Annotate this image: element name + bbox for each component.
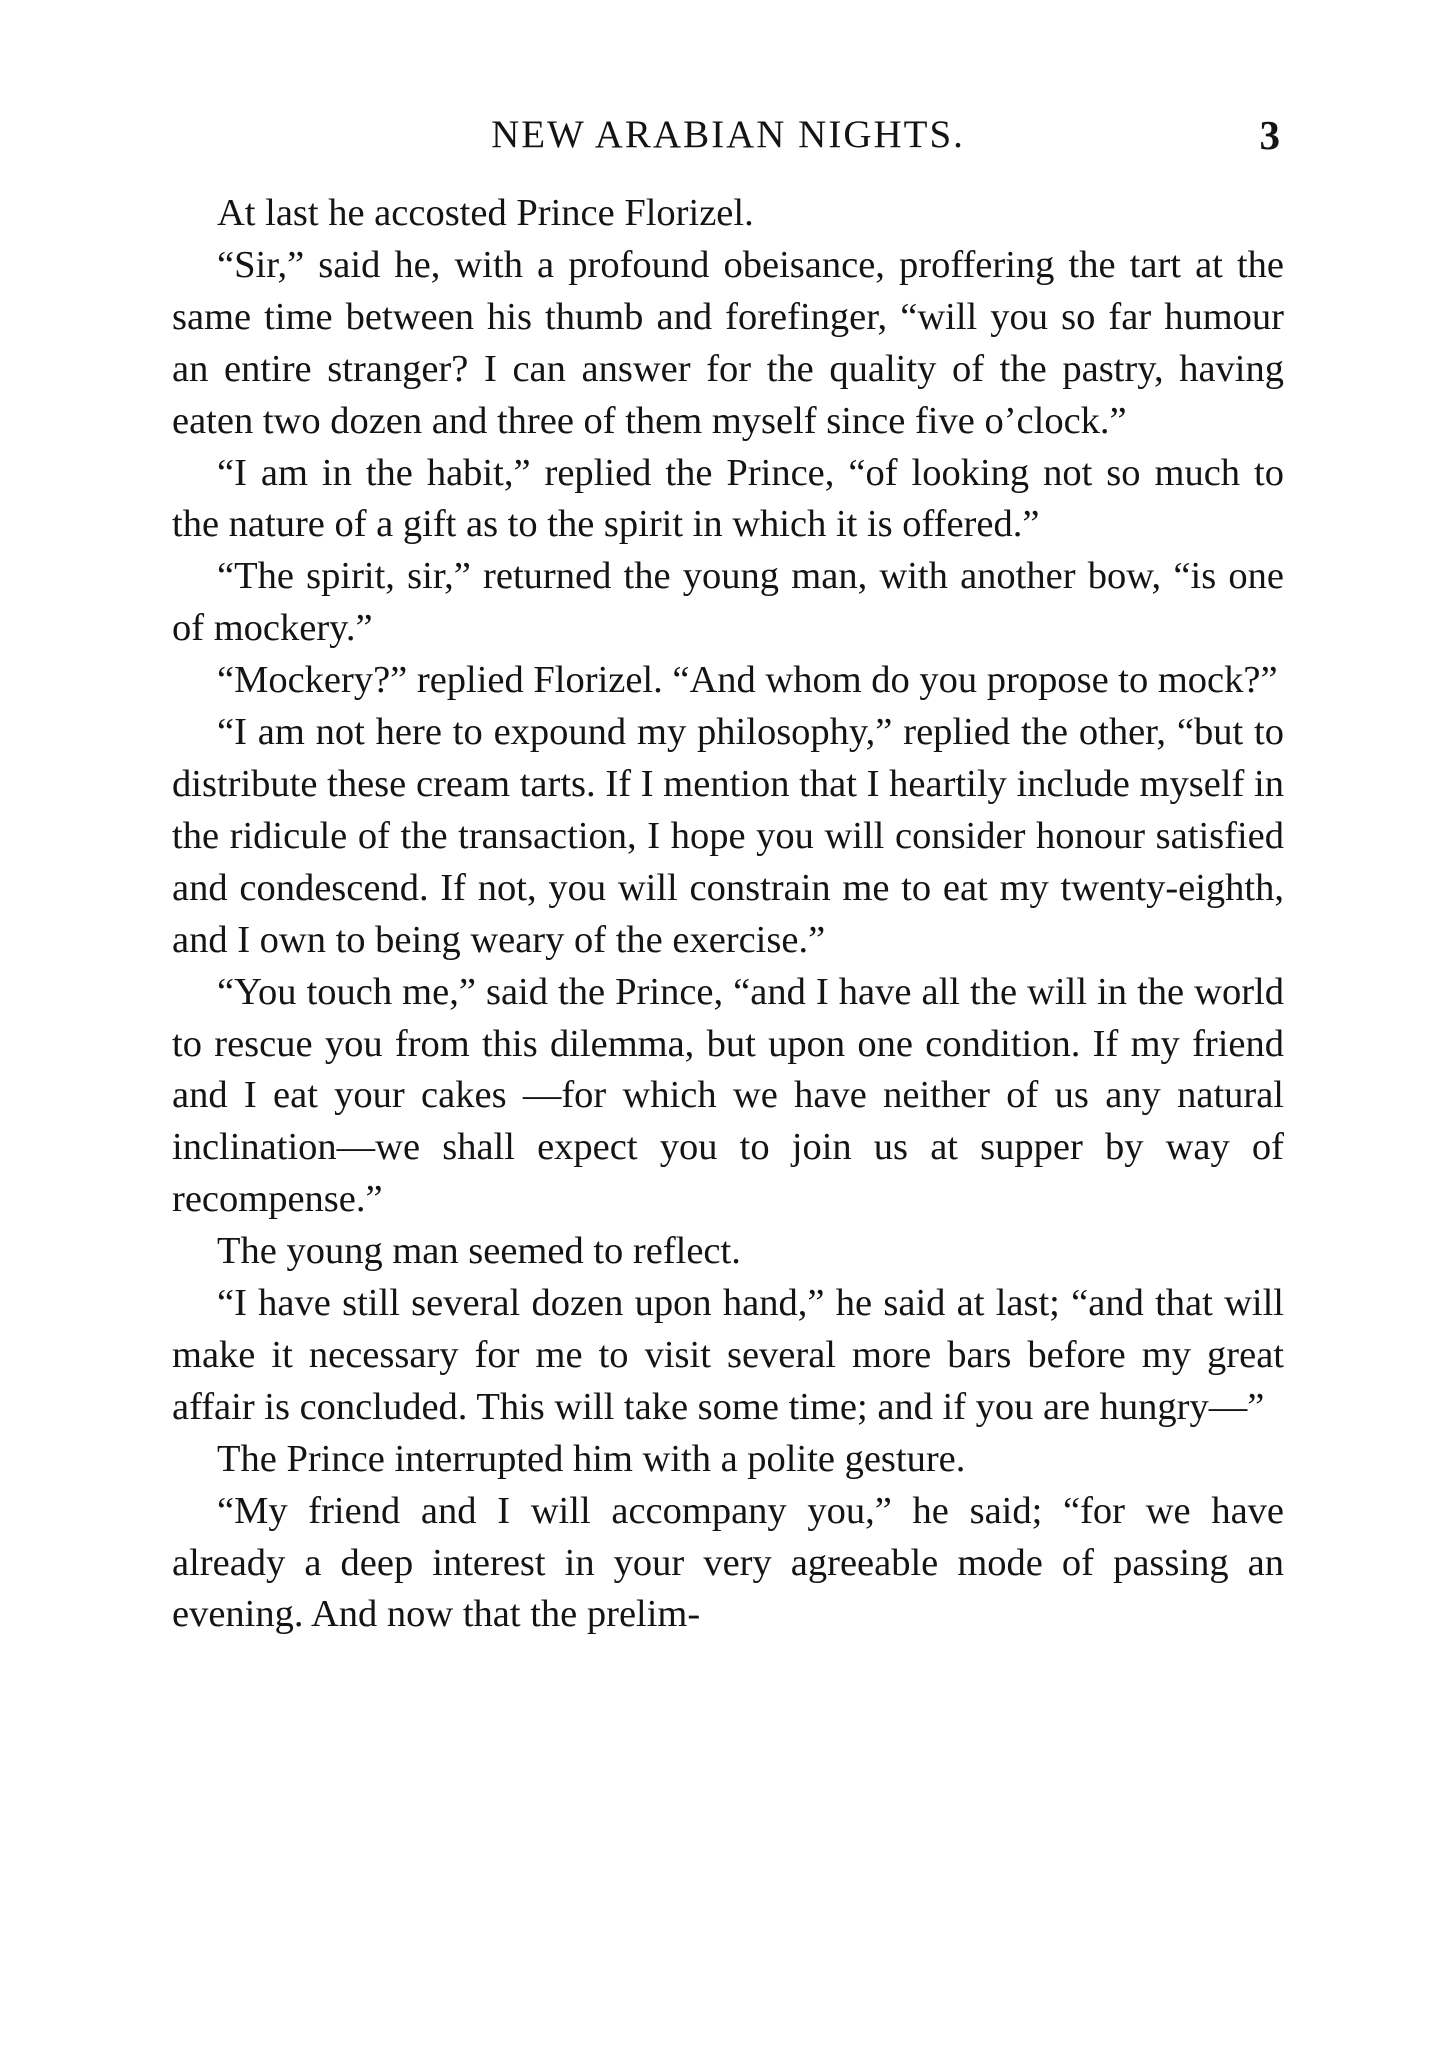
- paragraph-5: “Mockery?” replied Florizel. “And whom do you propose to mock?”: [217, 659, 1278, 702]
- paragraph-3: “I am in the habit,” replied the Prince, “of looking not so much to the nature of a gift as to the spirit in which it is offered.”: [172, 451, 1284, 546]
- paragraph-8: The young man seemed to reflect.: [217, 1230, 741, 1273]
- paragraph-7: “You touch me,” said the Prince, “and I have all the will in the world to rescue you from this dilemma, but upon one condition. If my friend and I eat your cakes —for which we have neither of us any natural inclination—we shall expect you to join us at supper by way of recompense.”: [172, 970, 1284, 1221]
- paragraph-11: “My friend and I will accompany you,” he said; “for we have already a deep interest in your very agreeable mode of passing an evening. And now that the prelim-: [172, 1489, 1284, 1636]
- paragraph-2: “Sir,” said he, with a profound obeisance, proffering the tart at the same time between his thumb and forefinger, “will you so far humour an entire stranger? I can answer for the quality of the pastry, having eaten two dozen and three of them myself since five o’clock.”: [172, 243, 1284, 442]
- paragraph-9: “I have still several dozen upon hand,” he said at last; “and that will make it necessary for me to visit several more bars before my great affair is concluded. This will take some time; and if you are hungry—”: [172, 1282, 1284, 1428]
- paragraph-10: The Prince interrupted him with a polite gesture.: [217, 1437, 966, 1480]
- paragraph-4: “The spirit, sir,” returned the young man, with another bow, “is one of mockery.”: [172, 555, 1284, 650]
- running-head: [172, 105, 1284, 165]
- running-title: NEW ARABIAN NIGHTS.: [491, 113, 965, 156]
- paragraph-1: At last he accosted Prince Florizel.: [217, 192, 754, 234]
- paragraph-6: “I am not here to expound my philosophy,” replied the other, “but to distribute these cream tarts. If I mention that I heartily include myself in the ridicule of the transaction, I hope you will consider honour satisfied and condescend. If not, you will constrain me to eat my twenty-eighth, and I own to being weary of the exercise.”: [172, 711, 1284, 961]
- body-text: [172, 188, 1284, 1641]
- page-number: 3: [1259, 112, 1280, 158]
